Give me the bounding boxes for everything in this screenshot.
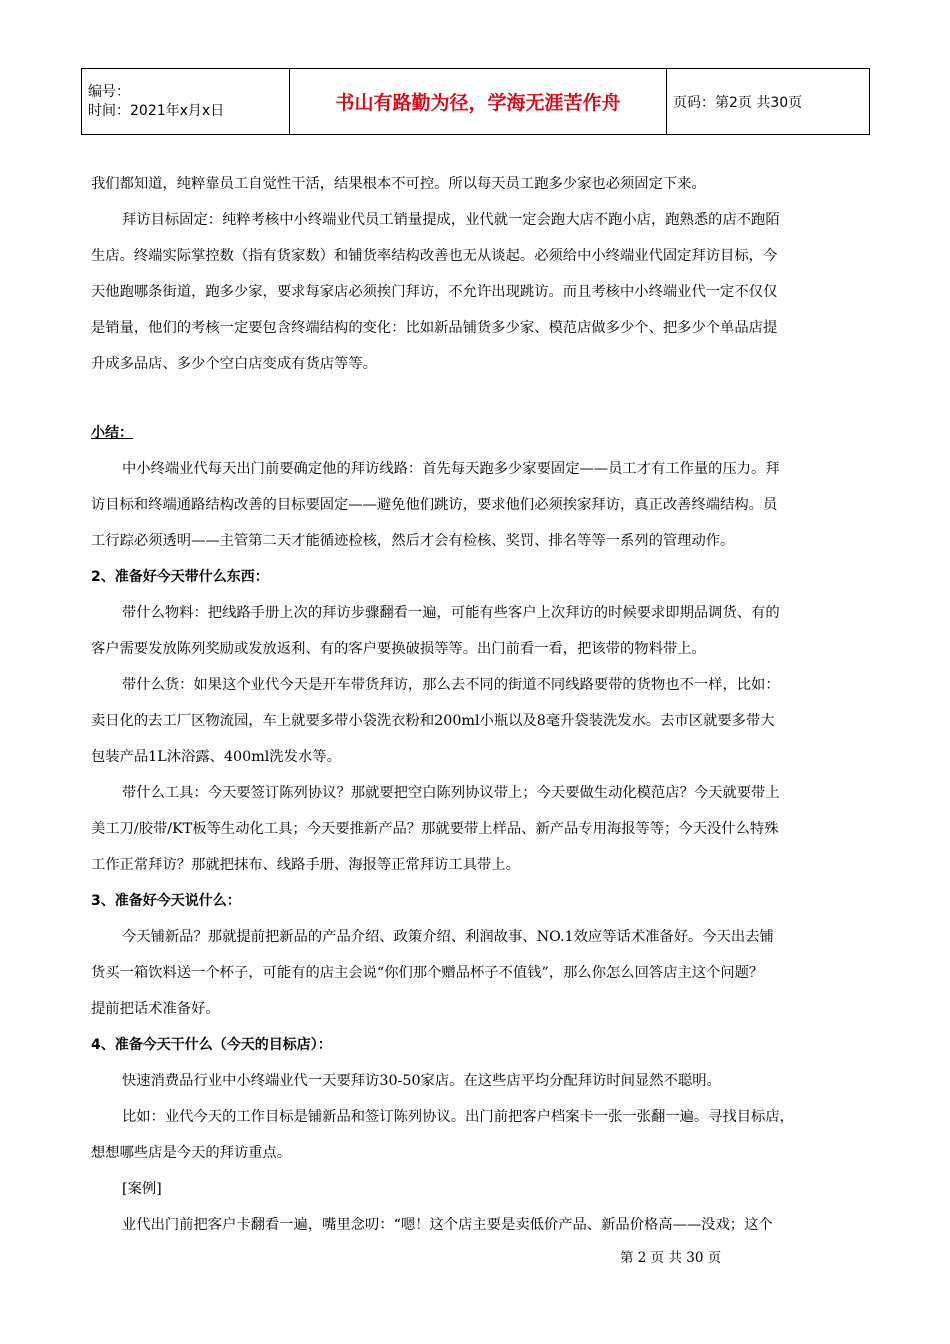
paragraph-line: 带什么货：如果这个业代今天是开车带货拜访，那么去不同的街道不同线路要带的货物也不一样，比如： xyxy=(122,677,780,693)
document-date-label: 时间：2021年x月x日 xyxy=(88,102,225,119)
paragraph-line: 工作正常拜访？那就把抹布、线路手册、海报等正常拜访工具带上。 xyxy=(91,857,520,873)
paragraph-line: 是销量，他们的考核一定要包含终端结构的变化：比如新品铺货多少家、模范店做多少个、把多少个单品店提 xyxy=(91,320,778,336)
paragraph-line: 拜访目标固定：纯粹考核中小终端业代员工销量提成，业代就一定会跑大店不跑小店，跑熟悉的店不跑陌 xyxy=(122,212,780,228)
document-number-label: 编号： xyxy=(88,83,130,100)
paragraph-line: 今天铺新品？那就提前把新品的产品介绍、政策介绍、利润故事、NO.1效应等话术准备好。今天出去铺 xyxy=(122,929,774,945)
section-heading: 2、准备好今天带什么东西： xyxy=(91,569,269,585)
header-page-label: 页码：第2页 共30页 xyxy=(667,69,870,135)
paragraph-line: 带什么工具：今天要签订陈列协议？那就要把空白陈列协议带上；今天要做生动化模范店？今天就要带上 xyxy=(122,785,780,801)
summary-heading: 小结： xyxy=(91,425,133,441)
paragraph-line: 生店。终端实际掌控数（指有货家数）和铺货率结构改善也无从谈起。必须给中小终端业代固定拜访目标，今 xyxy=(91,248,778,264)
section-heading: 3、准备好今天说什么： xyxy=(91,893,241,909)
paragraph-line: 带什么物料：把线路手册上次的拜访步骤翻看一遍，可能有些客户上次拜访的时候要求即期品调货、有的 xyxy=(122,605,780,621)
header-meta-cell xyxy=(82,69,290,135)
paragraph-line: 客户需要发放陈列奖励或发放返利、有的客户要换破损等等。出门前看一看，把该带的物料带上。 xyxy=(91,641,706,657)
document-body xyxy=(91,166,859,1243)
paragraph-line: 想想哪些店是今天的拜访重点。 xyxy=(91,1145,292,1161)
paragraph-line: 提前把话术准备好。 xyxy=(91,1001,220,1017)
paragraph-line: 天他跑哪条街道，跑多少家，要求每家店必须挨门拜访，不允许出现跳访。而且考核中小终端业代一定不仅仅 xyxy=(91,284,778,300)
paragraph-line: 货买一箱饮料送一个杯子，可能有的店主会说“你们那个赠品杯子不值钱”，那么你怎么回答店主这个问题？ xyxy=(91,965,764,981)
paragraph-line: 中小终端业代每天出门前要确定他的拜访线路：首先每天跑多少家要固定——员工才有工作量的压力。拜 xyxy=(122,461,780,477)
paragraph-line: 我们都知道，纯粹靠员工自觉性干活，结果根本不可控。所以每天员工跑多少家也必须固定下来。 xyxy=(91,176,706,192)
case-label: [案例] xyxy=(122,1181,162,1197)
header-table xyxy=(81,68,870,135)
paragraph-line: 包装产品1L沐浴露、400ml洗发水等。 xyxy=(91,749,341,765)
section-heading: 4、准备今天干什么（今天的目标店）： xyxy=(91,1037,332,1053)
paragraph-line: 业代出门前把客户卡翻看一遍，嘴里念叨：“嗯！这个店主要是卖低价产品、新品价格高——没戏；这个 xyxy=(122,1217,773,1233)
paragraph-line: 工行踪必须透明——主管第二天才能循迹检核，然后才会有检核、奖罚、排名等等一系列的管理动作。 xyxy=(91,533,735,549)
paragraph-line: 美工刀/胶带/KT板等生动化工具；今天要推新产品？那就要带上样品、新产品专用海报等等；今天没什么特殊 xyxy=(91,821,779,837)
paragraph-gap xyxy=(91,382,859,415)
header-motto: 书山有路勤为径，学海无涯苦作舟 xyxy=(290,69,667,135)
paragraph-line: 比如：业代今天的工作目标是铺新品和签订陈列协议。出门前把客户档案卡一张一张翻一遍。寻找目标店， xyxy=(122,1109,794,1125)
paragraph-line: 卖日化的去工厂区物流园，车上就要多带小袋洗衣粉和200ml小瓶以及8毫升袋装洗发水。去市区就要多带大 xyxy=(91,713,775,729)
paragraph-line: 快速消费品行业中小终端业代一天要拜访30-50家店。在这些店平均分配拜访时间显然不聪明。 xyxy=(122,1073,721,1089)
paragraph-line: 升成多品店、多少个空白店变成有货店等等。 xyxy=(91,356,377,372)
footer-page-number: 第 2 页 共 30 页 xyxy=(620,1250,722,1266)
paragraph-line: 访目标和终端通路结构改善的目标要固定——避免他们跳访，要求他们必须挨家拜访，真正改善终端结构。员 xyxy=(91,497,778,513)
